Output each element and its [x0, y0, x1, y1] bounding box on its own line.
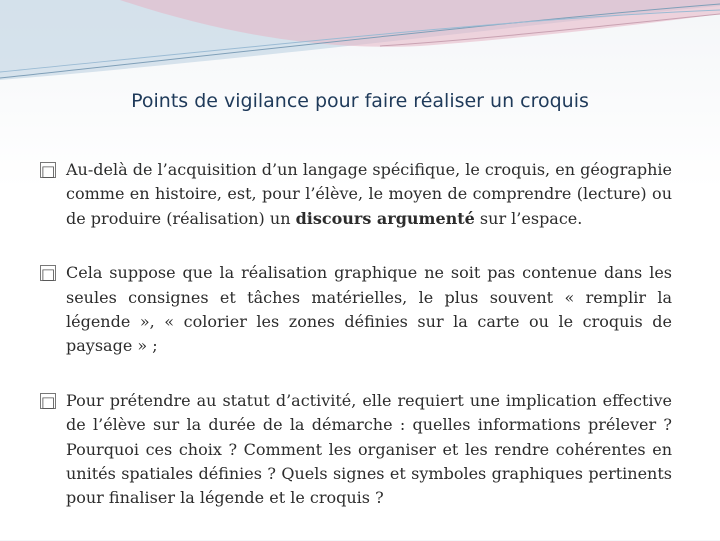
- bullet-text: [66, 158, 672, 231]
- checkbox-icon: □: [41, 162, 56, 180]
- bullet-list: [40, 158, 672, 541]
- bullet-text-part: Au-delà de l’acquisition d’un langage spécifique, le croquis, en géographie comme en histoire, est, pour l’élève, le moyen de comprendre (lecture) ou de produire (réalisation) un: [66, 160, 672, 228]
- header-decoration: [0, 0, 720, 90]
- checkbox-icon: □: [41, 265, 56, 284]
- bullet-item: [40, 261, 672, 359]
- bullet-text-part: Pour prétendre au statut d’activité, elle requiert une implication effective de l’élève sur la durée de la démarche : quelles informations prélever ? Pourquoi ces choix ? Comment les organiser et les rendre cohérentes en unités spatiales définies ? Quels signes et symboles graphiques pertinents pour finaliser la légende et le croquis ?: [66, 390, 672, 508]
- bullet-text: [66, 261, 672, 359]
- checkbox-icon: □: [41, 392, 56, 411]
- bullet-text-part: sur l’espace.: [474, 208, 583, 228]
- bullet-text: [66, 389, 672, 511]
- bullet-item: [40, 389, 672, 511]
- bullet-item: [40, 158, 672, 231]
- bullet-text-bold: discours argumenté: [295, 208, 475, 228]
- slide-title: Points de vigilance pour faire réaliser un croquis: [131, 90, 589, 112]
- bullet-text-part: Cela suppose que la réalisation graphique ne soit pas contenue dans les seules consignes et tâches matérielles, le plus souvent « remplir la légende », « colorier les zones définies sur la carte ou le croquis de paysage » ;: [66, 263, 672, 356]
